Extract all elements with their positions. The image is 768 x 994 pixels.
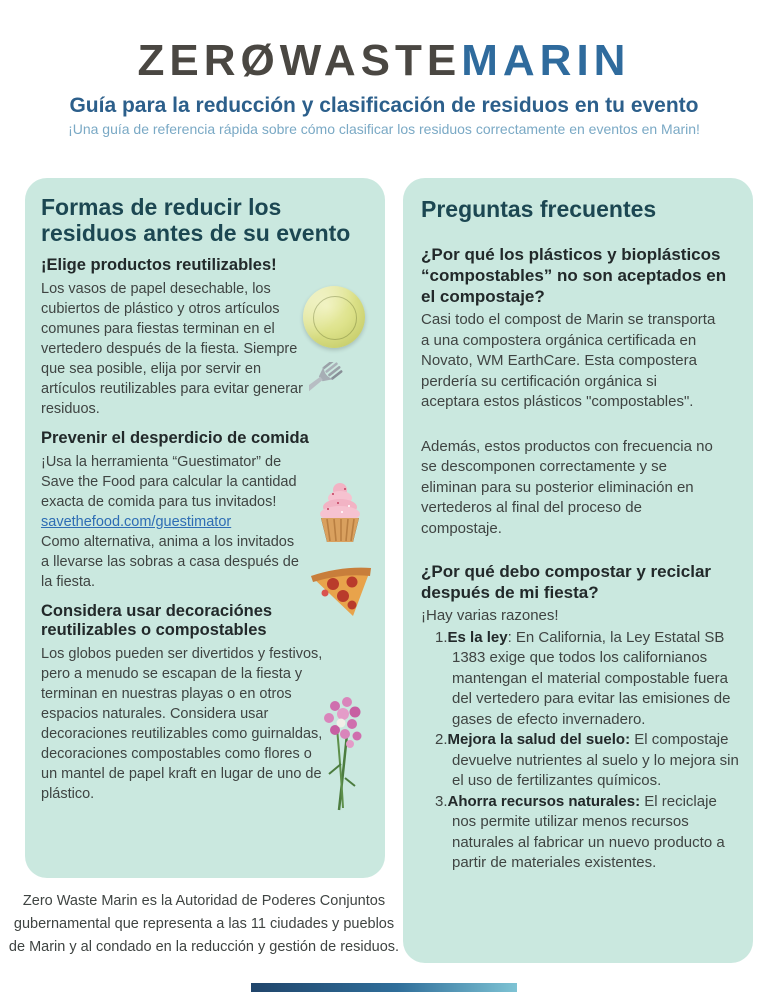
section-title: Prevenir el desperdicio de comida [41,428,309,447]
page-subtitle: ¡Una guía de referencia rápida sobre cómo clasificar los residuos correctamente en eventos en Marin! [68,121,700,138]
flowers-image [317,694,371,812]
faq-answer-2: Además, estos productos con frecuencia no se descomponen correctamente y se eliminan para su posterior eliminación en vertederos al final del proceso de compostaje. [421,437,713,537]
zero-waste-marin-logo [0,38,768,84]
reason-number: 2. [435,731,448,749]
reason-bold: Ahorra recursos naturales: [447,792,641,810]
reason-text: : En California, la Ley Estatal SB 1383 exige que todos los californianos mantengan el material compostable fuera del vertedero para evitar las emisiones de gases de efecto invernadero. [452,628,731,728]
panel-heading-left: Formas de reducir los residuos antes de su evento [41,194,351,246]
faq-question-1: ¿Por qué los plásticos y bioplásticos “compostables” no son aceptados en el compostaje? [421,244,727,307]
header [0,0,768,137]
faq-panel [403,178,753,963]
reason-bold: Mejora la salud del suelo: [447,731,631,749]
reason-text: El compostaje devuelve nutrientes al suelo y lo mejora sin el uso de fertilizantes químicos. [452,731,739,790]
section-title: Considera usar decoraciónes reutilizables o compostables [41,601,273,640]
reason-number: 1. [435,628,448,646]
cupcake-image [311,476,369,544]
section-title: ¡Elige productos reutilizables! [41,255,277,274]
reason-item [435,792,740,874]
reason-bold: Es la ley [447,628,508,646]
logo-text-marin: MARIN [461,36,631,85]
page-title: Guía para la reducción y clasificación de residuos en tu evento [69,94,699,118]
reduce-waste-panel [25,178,385,878]
reason-item [435,730,740,792]
pizza-image [305,560,377,620]
plate-image [303,286,365,348]
fork-image [309,362,375,412]
section-body: Los globos pueden ser divertidos y festivos, pero a menudo se escapan de la fiesta y terminan en nuestras playas o en otros espacios naturales. Considera usar decoraciones reutilizables como guirnaldas, decoraciones compostables como flores o un mantel de papel kraft en lugar de uno de plástico. [41,646,323,803]
reason-item [435,628,740,731]
section-body: Los vasos de papel desechable, los cubiertos de plástico y otros artículos comunes para fiestas terminan en el vertedero después de la fiesta. Siempre que sea posible, elija por servir en artículos reutilizables para evitar generar residuos. [41,280,303,417]
footer-text: Zero Waste Marin es la Autoridad de Poderes Conjuntos gubernamental que representa a las 11 ciudades y pueblos de Marin y al condado en la reducción y gestión de residuos. [8,893,400,955]
reason-number: 3. [435,792,448,810]
guestimator-link[interactable]: savethefood.com/guestimator [41,513,232,530]
section-body: ¡Usa la herramienta “Guestimator” de Save the Food para calcular la cantidad exacta de comida para tus invitados! [41,453,297,510]
bottom-gradient-bar [251,983,517,992]
panel-heading-right: Preguntas frecuentes [421,196,657,222]
faq-intro: ¡Hay varias razones! [421,607,559,625]
faq-reasons-list [421,628,739,874]
section-body: Como alternativa, anima a los invitados a llevarse las sobras a casa después de la fiesta. [41,533,299,590]
logo-text-zerowaste: ZERØWASTE [137,36,462,85]
reason-text: El reciclaje nos permite utilizar menos recursos naturales al fabricar un nuevo producto a partir de materiales existentes. [452,792,725,872]
faq-question-2: ¿Por qué debo compostar y reciclar después de mi fiesta? [421,562,712,603]
faq-answer-1: Casi todo el compost de Marin se transporta a una compostera orgánica certificada en Novato, WM EarthCare. Esta compostera perdería su certificación orgánica si aceptara estos plásticos "compostables". [421,311,716,411]
